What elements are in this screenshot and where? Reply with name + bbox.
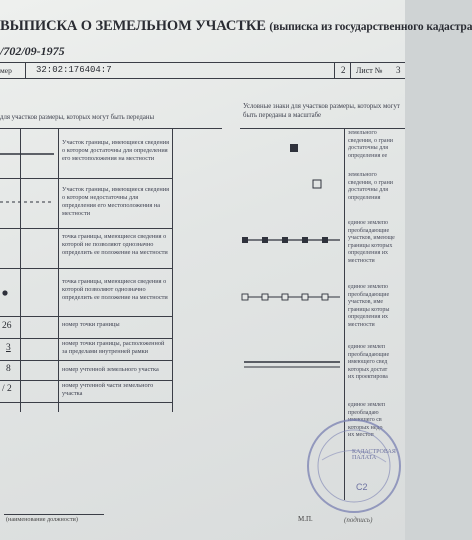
legend-text: номер точки границы, расположенной за пределами внутренней рамки <box>62 340 165 355</box>
point-symbol <box>2 290 7 295</box>
cadastral-number: 32:02:176404:7 <box>36 65 112 75</box>
title-main: ВЫПИСКА О ЗЕМЕЛЬНОМ УЧАСТКЕ <box>0 18 266 34</box>
title-sub: (выписка из государственного кадастра <box>269 21 472 33</box>
left-col-divider-2 <box>58 128 59 412</box>
legend-heading-left: для участков размеры, которых могут быть переданы <box>0 114 155 121</box>
point-number-symbol: 26 <box>2 321 12 331</box>
header-divider-1 <box>25 62 26 78</box>
document-title <box>0 18 472 35</box>
legend-heading-right: Условные знаки для участков размеры, которых могут быть переданы в масштабе <box>243 103 400 119</box>
cadastral-label: мер <box>0 66 12 75</box>
legend-text: точка границы, имеющиеся сведения о которой не позволяют однозначно определить ее положение на местности <box>62 233 168 256</box>
legend-text: номер учтенной земельного участка <box>62 366 159 373</box>
legend-right-text: единое землеп преобладающие имеющего свед которых достат их проектирова <box>348 344 390 381</box>
header-divider-2 <box>334 62 335 78</box>
signature-label: (подпись) <box>344 516 373 524</box>
position-label: (наименование должности) <box>6 516 78 523</box>
filled-square-symbol <box>290 144 298 152</box>
legend-right-text: земельного сведения, о грани достаточны для определения ее <box>348 130 393 159</box>
header-divider-3 <box>350 62 351 78</box>
document-number: /702/09-1975 <box>0 44 65 58</box>
outer-point-number-symbol: 3 <box>6 343 11 353</box>
header-rule-top <box>0 62 405 63</box>
legend-text: Участок границы, имеющиеся сведения о котором достаточны для определения его местоположения на местности <box>62 139 170 162</box>
parcel-number-symbol: 8 <box>6 364 11 374</box>
position-line <box>4 514 104 515</box>
legend-text: номер учтенной части земельного участка <box>62 382 154 397</box>
list-number: 3 <box>396 65 401 75</box>
legend-text: номер точки границы <box>62 321 120 328</box>
stamp-text: КАДАСТРОВАЯ ПАЛАТА <box>352 449 396 461</box>
legend-right-text: земельного сведения, о грани достаточны для определения <box>348 172 393 201</box>
stamp-code: С2 <box>356 482 368 492</box>
header-rule-bottom <box>0 78 405 79</box>
seal-label: М.П. <box>298 515 313 523</box>
left-col-divider-3 <box>172 128 173 412</box>
legend-text: точка границы, имеющиеся сведения о которой позволяют однозначно определить ее положение на местности <box>62 278 168 301</box>
list-label: Лист № <box>356 66 383 75</box>
parcel-part-symbol: / 2 <box>2 384 12 394</box>
legend-right-text: единое землепо преобладающие участков, имеюще границы которых определения их местности <box>348 220 395 264</box>
sheet-index: 2 <box>341 65 346 75</box>
legend-right-text: единое землепо преобладающие участков, име границы которы определения их местности <box>348 284 390 328</box>
empty-square-symbol <box>313 180 321 188</box>
legend-right-text: единое землеп преобладаю имеющего св которых недо их местоп <box>348 402 385 439</box>
legend-text: Участок границы, имеющиеся сведения о котором недостаточны для определения его местоположения на местности <box>62 186 170 217</box>
